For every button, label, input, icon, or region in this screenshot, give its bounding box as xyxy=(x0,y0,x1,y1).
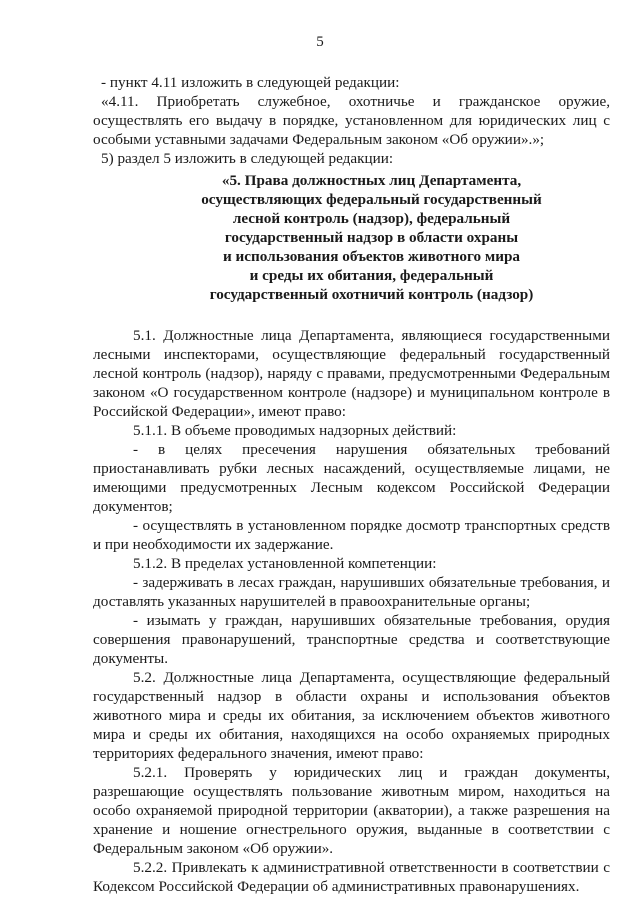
heading-line: осуществляющих федеральный государственный xyxy=(201,191,542,208)
paragraph-s522: 5.2.2. Привлекать к административной ответственности в соответствии с Кодексом Российской Федерации об административных правонарушениях. xyxy=(93,859,610,895)
paragraph-s5112: 5.1.2. В пределах установленной компетенции: xyxy=(133,555,437,572)
document-body xyxy=(93,73,610,896)
heading-line: государственный надзор в области охраны xyxy=(224,229,519,246)
paragraph-p1: - пункт 4.11 изложить в следующей редакции: xyxy=(101,74,400,91)
paragraph-p2: «4.11. Приобретать служебное, охотничье и гражданское оружие, осуществлять его выдачу в порядке, установленном для юридических лиц с особыми уставными задачами Федеральным законом «Об оружии».»; xyxy=(93,93,610,148)
heading-line: государственный охотничий контроль (надзор) xyxy=(209,286,534,303)
paragraph-s5111: 5.1.1. В объеме проводимых надзорных действий: xyxy=(133,422,457,439)
paragraph-s5112a: - задерживать в лесах граждан, нарушивших обязательные требования, и доставлять указанных нарушителей в правоохранительные органы; xyxy=(93,574,610,610)
heading-line: и использования объектов животного мира xyxy=(222,248,520,265)
paragraph-s52: 5.2. Должностные лица Департамента, осуществляющие федеральный государственный надзор в области охраны и использования объектов животного мира и среды их обитания, за исключением объектов животного мира и среды их обитания, находящихся на особо охраняемых природных территориях федерального значения, имеют право: xyxy=(93,669,610,762)
paragraph-s5111b: - осуществлять в установленном порядке досмотр транспортных средств и при необходимости их задержание. xyxy=(93,517,610,553)
amendment-block xyxy=(93,73,610,168)
paragraph-s511: 5.1. Должностные лица Департамента, являющиеся государственными лесными инспекторами, осуществляющие федеральный государственный лесной контроль (надзор), наряду с правами, предусмотренными Федеральным законом «О государственном контроле (надзоре) и муниципальном контроле в Российской Федерации», имеют право: xyxy=(93,327,610,420)
paragraph-s5112b: - изымать у граждан, нарушивших обязательные требования, орудия совершения правонарушений, транспортные средства и соответствующие документы. xyxy=(93,612,610,667)
heading-line: «5. Права должностных лиц Департамента, xyxy=(221,172,522,189)
page-number: 5 xyxy=(316,34,324,50)
heading-line: и среды их обитания, федеральный xyxy=(249,267,494,284)
section-heading xyxy=(93,171,610,304)
paragraph-p3: 5) раздел 5 изложить в следующей редакции: xyxy=(101,150,394,167)
paragraph-s5111a: - в целях пресечения нарушения обязательных требований приостанавливать рубки лесных насаждений, осуществляемые лицами, не имеющими предусмотренных Лесным кодексом Российской Федерации документов; xyxy=(93,441,610,515)
section-body xyxy=(93,326,610,896)
paragraph-s521: 5.2.1. Проверять у юридических лиц и граждан документы, разрешающие осуществлять пользование животным миром, находиться на особо охраняемой природной территории (акватории), а также разрешения на хранение и ношение огнестрельного оружия, выданные в соответствии с Федеральным законом «Об оружии». xyxy=(93,764,610,857)
heading-line: лесной контроль (надзор), федеральный xyxy=(232,210,511,227)
